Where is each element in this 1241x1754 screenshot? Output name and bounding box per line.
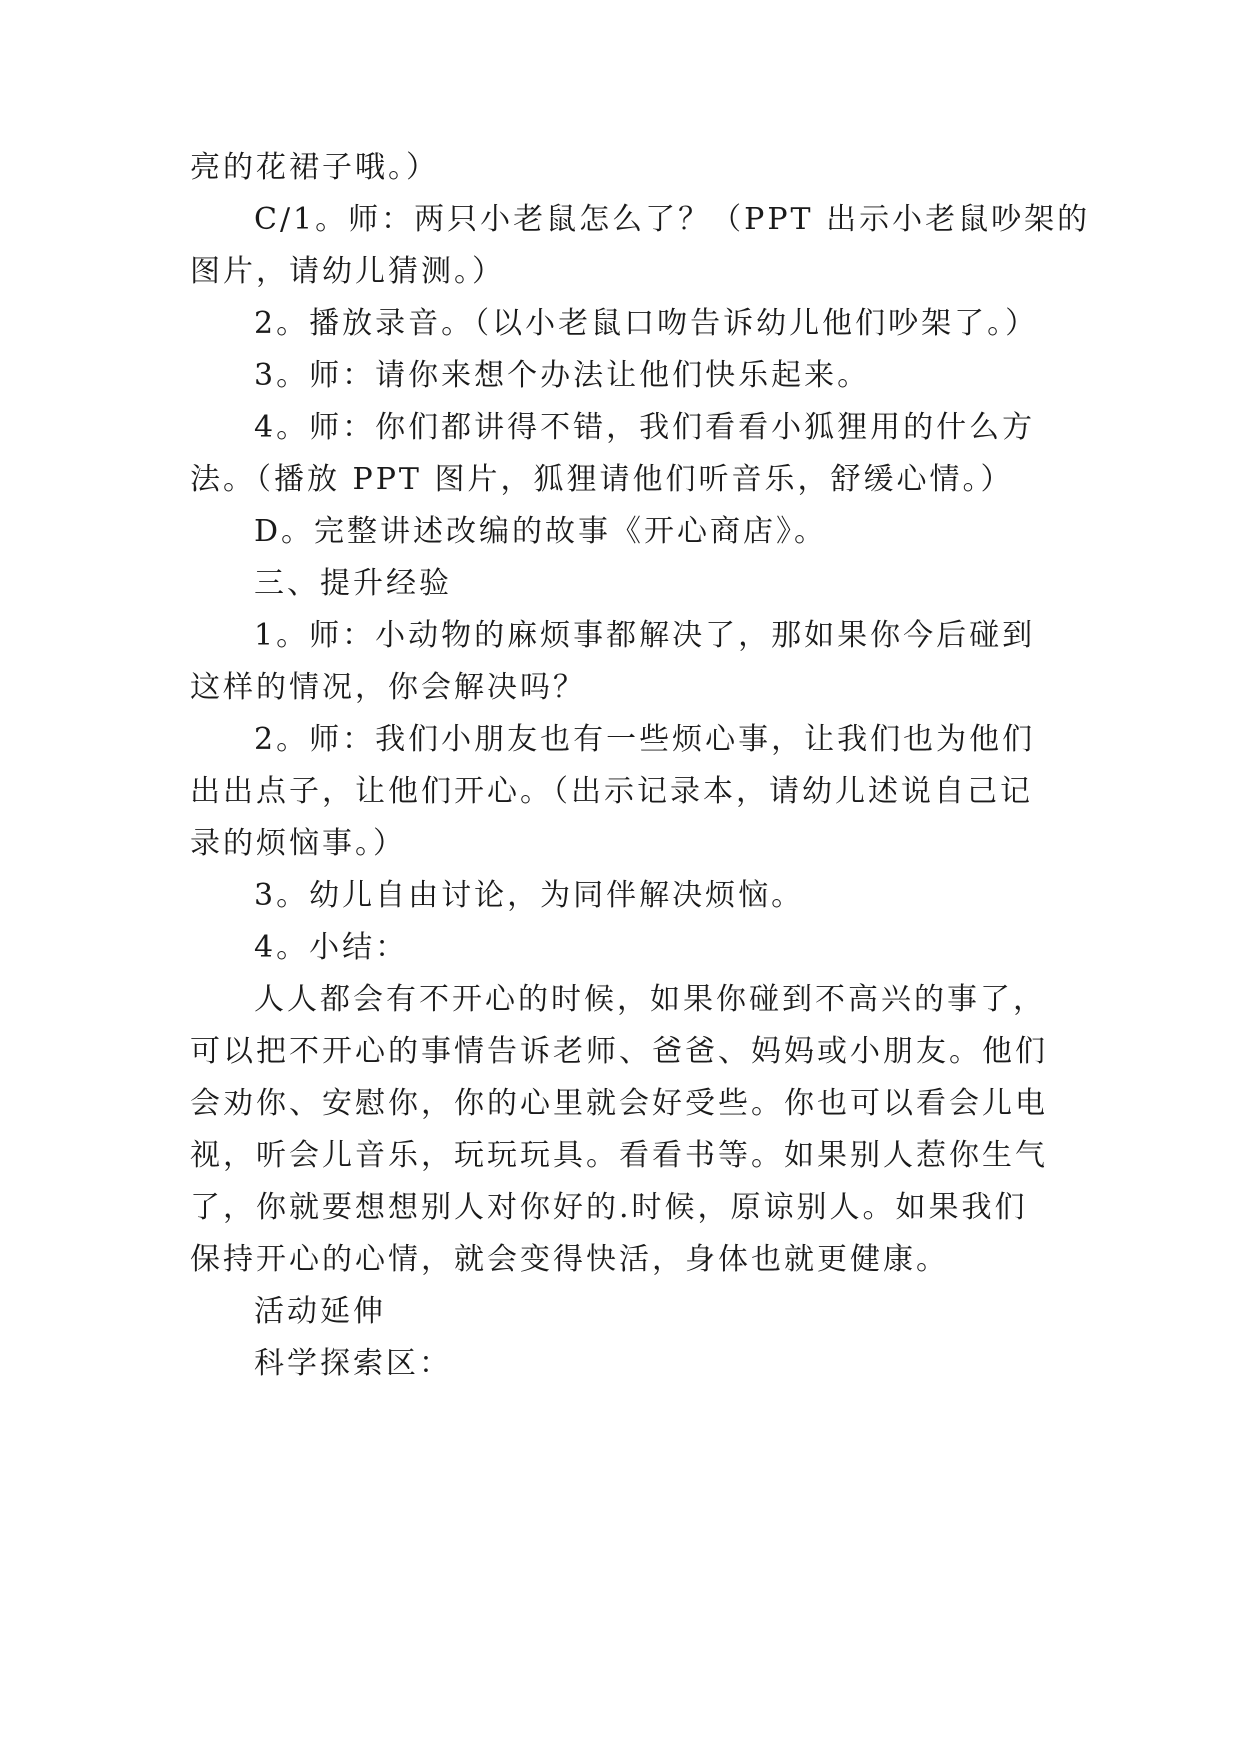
text-line-14: 录的烦恼事。）: [190, 826, 406, 861]
text-line-16: 4。小结：: [254, 930, 409, 965]
text-line-12: 2。师：我们小朋友也有一些烦心事，让我们也为他们: [254, 722, 1036, 757]
text-line-13: 出出点子，让他们开心。（出示记录本，请幼儿述说自己记: [190, 774, 1033, 809]
text-line-22: 保持开心的心情，就会变得快活，身体也就更健康。: [190, 1242, 949, 1277]
text-line-18: 可以把不开心的事情告诉老师、爸爸、妈妈或小朋友。他们: [190, 1034, 1048, 1069]
text-line-10: 1。师：小动物的麻烦事都解决了，那如果你今后碰到: [254, 618, 1036, 653]
text-line-5: 3。师：请你来想个办法让他们快乐起来。: [254, 358, 871, 393]
text-line-2: C/1。师：两只小老鼠怎么了？（PPT 出示小老鼠吵架的: [254, 202, 1091, 237]
text-line-17: 人人都会有不开心的时候，如果你碰到不高兴的事了，: [254, 982, 1046, 1017]
text-line-21: 了，你就要想想别人对你好的.时候，原谅别人。如果我们: [190, 1190, 1028, 1225]
text-line-8: D。完整讲述改编的故事《开心商店》。: [254, 514, 828, 549]
text-line-11: 这样的情况，你会解决吗？: [190, 670, 586, 705]
text-line-6: 4。师：你们都讲得不错，我们看看小狐狸用的什么方: [254, 410, 1036, 445]
text-line-3: 图片，请幼儿猜测。）: [190, 254, 505, 289]
section-heading: 三、提升经验: [254, 566, 452, 601]
text-line-19: 会劝你、安慰你，你的心里就会好受些。你也可以看会儿电: [190, 1086, 1048, 1121]
text-line-20: 视，听会儿音乐，玩玩玩具。看看书等。如果别人惹你生气: [190, 1138, 1048, 1173]
text-line-1: 亮的花裙子哦。）: [190, 150, 439, 185]
text-line-4: 2。播放录音。（以小老鼠口吻告诉幼儿他们吵架了。）: [254, 306, 1039, 341]
section-heading-extension: 活动延伸: [254, 1294, 386, 1329]
subsection-heading-science: 科学探索区：: [254, 1346, 452, 1381]
text-line-15: 3。幼儿自由讨论，为同伴解决烦恼。: [254, 878, 805, 913]
text-line-7: 法。（播放 PPT 图片，狐狸请他们听音乐，舒缓心情。）: [190, 462, 1014, 497]
